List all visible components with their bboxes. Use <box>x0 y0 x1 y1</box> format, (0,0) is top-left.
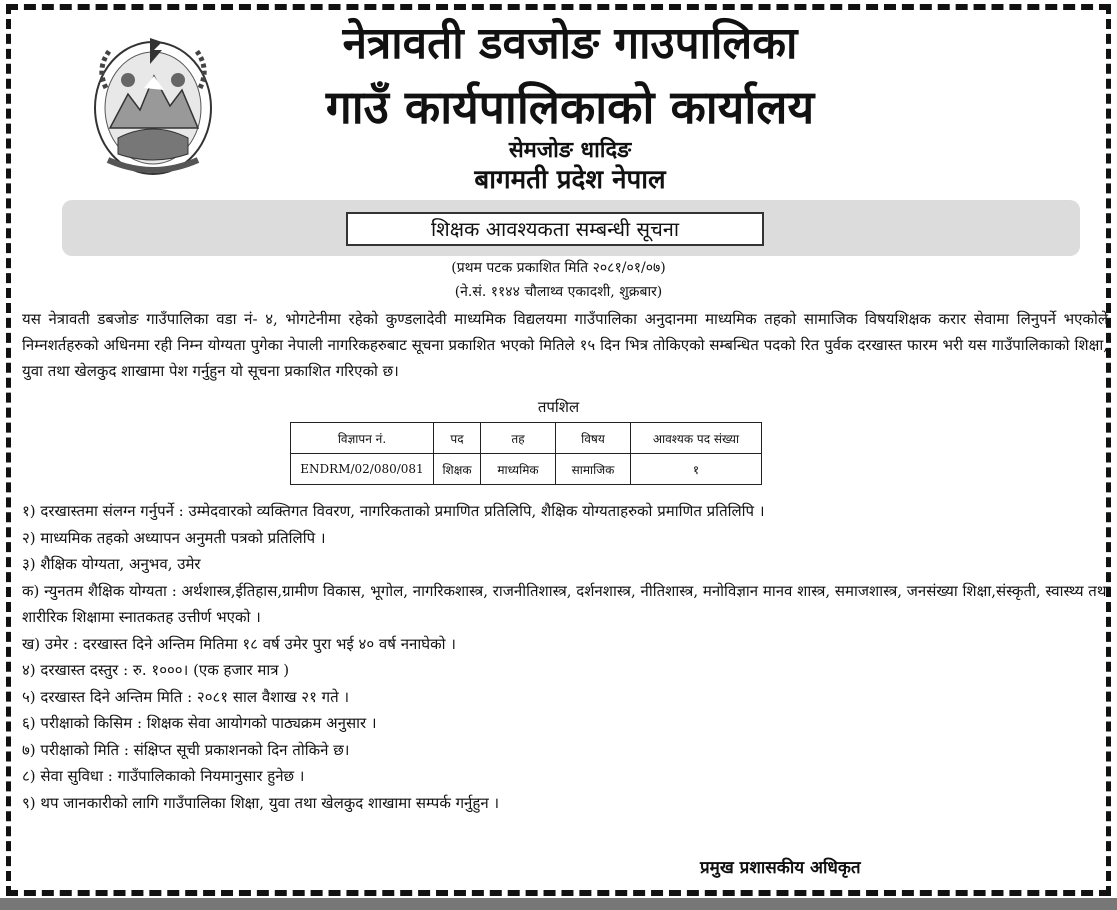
border-left <box>6 4 11 896</box>
table-cell: सामाजिक <box>556 454 631 485</box>
signature-title: प्रमुख प्रशासकीय अधिकृत <box>700 858 861 878</box>
list-item: ९) थप जानकारीको लागि गाउँपालिका शिक्षा, युवा तथा खेलकुद शाखामा सम्पर्क गर्नुहुन । <box>22 793 500 812</box>
list-item: ८) सेवा सुविधा : गाउँपालिकाको नियमानुसार हुनेछ । <box>22 767 305 785</box>
vacancy-table <box>290 422 762 485</box>
table-cell: ENDRM/02/080/081 <box>291 454 434 485</box>
province-line: बागमती प्रदेश नेपाल <box>474 165 666 195</box>
list-item: ५) दरखास्त दिने अन्तिम मिति : २०८१ साल वैशाख २१ गते । <box>22 687 350 706</box>
table-caption: तपशिल <box>537 398 580 416</box>
office-title: गाउँ कार्यपालिकाको कार्यालय <box>325 80 815 134</box>
list-item: क) न्युनतम शैक्षिक योग्यता : अर्थशास्त्र,ईतिहास,ग्रामीण विकास, भूगोल, नागरिकशास्त्र, राजनीतिशास्त्र, दर्शनशास्त्र, नीतिशास्त्र, मनोविज्ञान मानव शास्त्र, समाजशास्त्र, जनसंख्या शिक्षा,संस्कृती, स्वास्थ्य तथा शारीरिक शिक्षामा स्नातकतह उत्तीर्ण भएको । <box>22 581 1111 626</box>
table-cell: शिक्षक <box>434 454 481 485</box>
published-date: (प्रथम पटक प्रकाशित मिति २०८१/०१/०७) <box>451 260 666 276</box>
border-bottom <box>6 890 1111 896</box>
table-header-cell: विषय <box>556 423 631 454</box>
municipality-title: नेत्रावती डवजोङ गाउपालिका <box>342 18 798 69</box>
list-item: ख) उमेर : दरखास्त दिने अन्तिम मितिमा १८ वर्ष उमेर पुरा भई ४० वर्ष ननाघेको । <box>22 634 456 653</box>
list-item: ३) शैक्षिक योग्यता, अनुभव, उमेर <box>22 555 201 573</box>
list-item: २) माध्यमिक तहको अध्यापन अनुमती पत्रको प्रतिलिपि । <box>22 528 326 547</box>
list-item: ४) दरखास्त दस्तुर : रु. १०००। (एक हजार मात्र ) <box>22 661 290 679</box>
table-header-row <box>291 423 762 454</box>
nepal-sambat-date: (ने.सं. ११४४ चौलाथ्व एकादशी, शुक्रबार) <box>454 284 663 300</box>
list-item: ६) परीक्षाको किसिम : शिक्षक सेवा आयोगको पाठ्यक्रम अनुसार । <box>22 714 377 732</box>
list-item: ७) परीक्षाको मिति : संक्षिप्त सूची प्रकाशनको दिन तोकिने छ। <box>22 740 350 759</box>
table-cell: १ <box>631 454 762 485</box>
intro-paragraph: यस नेत्रावती डबजोङ गाउँपालिका वडा नं- ४, भोगटेनीमा रहेको कुण्डलादेवी माध्यमिक विद्यलयमा गाउँपालिका अनुदानमा माध्यमिक तहको सामाजिक विषयशिक्षक करार सेवामा लिनुपर्ने भएकोले निम्नशर्तहरुको अधिनमा रही निम्न योग्यता पुगेका नेपाली नागरिकहरुबाट सूचना प्रकाशित भएको मितिले १५ दिन भित्र तोकिएको सम्बन्धित पदको रित पुर्वक दरखास्त फारम भरी यस गाउँपालिकाको शिक्षा, युवा तथा खेलकुद शाखामा पेश गर्नुहुन यो सूचना प्रकाशित गरिएको छ। <box>22 310 1108 380</box>
list-item: १) दरखास्तमा संलग्न गर्नुपर्ने : उम्मेदवारको व्यक्तिगत विवरण, नागरिकताको प्रमाणित प्रतिलिपि, शैक्षिक योग्यताहरुको प्रमाणित प्रतिलिपि । <box>22 502 765 520</box>
conditions-list <box>22 498 1112 816</box>
border-top <box>6 4 1111 10</box>
place-line: सेमजोङ धादिङ <box>508 137 632 163</box>
table-header-cell: आवश्यक पद संख्या <box>631 423 762 454</box>
table-header-cell: पद <box>434 423 481 454</box>
table-row <box>291 454 762 485</box>
table-header-cell: तह <box>481 423 556 454</box>
bottom-strip <box>0 898 1117 910</box>
table-cell: माध्यमिक <box>481 454 556 485</box>
notice-title: शिक्षक आवश्यकता सम्बन्धी सूचना <box>346 212 764 246</box>
table-header-cell: विज्ञापन नं. <box>291 423 434 454</box>
nepal-emblem-icon <box>88 28 218 178</box>
